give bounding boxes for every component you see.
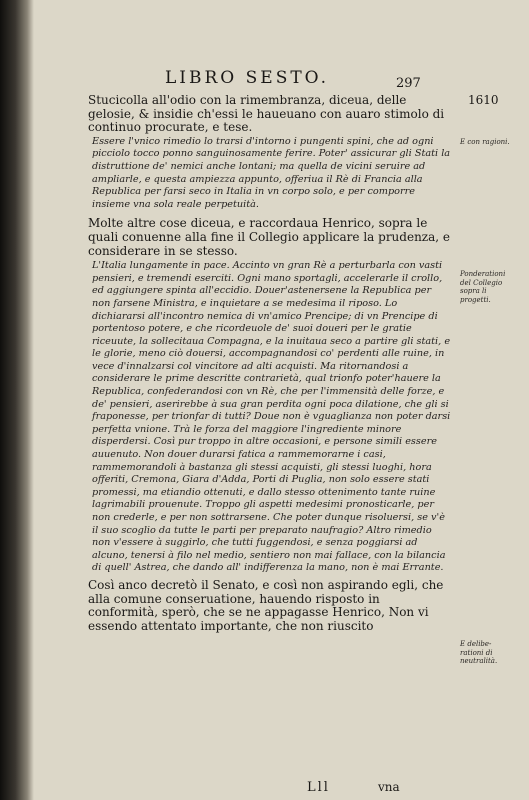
body-text: [88, 94, 452, 633]
catchword: vna: [378, 780, 400, 794]
paragraph-2: Essere l'vnico rimedio lo trarsi d'intorno i pungenti spini, che ad ogni picciolo tocco ponno sanguinosamente ferire. Poter' assicurar gli Stati la distruttione de' nemici anche lontani; ma quella de vicini seruire ad ampliarle, e questa ampiezza appunto, offeriua il Rè di Francia alla Republica per farsi seco in Italia in vn corpo solo, e per comporre insieme vna sola reale perpetuità.: [92, 135, 451, 210]
paragraph-5: Così anco decretò il Senato, e così non aspirando egli, che alla comune conseruatione, hauendo risposto in conformità, sperò, che se ne appagasse Henrico, Non vi essendo attentato importante, che non riuscito: [88, 577, 444, 633]
paragraph-3: Molte altre cose diceua, e raccordaua Henrico, sopra le quali conuenne alla fine il Collegio applicare la prudenza, e considerare in se stesso.: [88, 216, 451, 258]
page-number: 297: [396, 76, 421, 91]
paragraph-1: Stucicolla all'odio con la rimembranza, diceua, delle gelosie, & insidie ch'essi le haueuano con auaro stimolo di continuo procurate, e tese.: [88, 93, 445, 135]
margin-note-1: E con ragioni.: [460, 138, 510, 146]
margin-note-3: E delibe-rationi di neutralità.: [460, 640, 498, 666]
year-marginal: 1610: [468, 93, 499, 107]
paragraph-4: L'Italia lungamente in pace. Accinto vn gran Rè a perturbarla con vasti pensieri, e tremendi eserciti. Ogni mano sportagli, accelerarle il crollo, ed aggiungere spinta all'eccidio. Douer'astenersene la Republica per non farsene Ministra, e inquietare a se medesima il riposo. Lo dichiararsi all'incontro nemica di vn'amico Prencipe; di vn Prencipe di portentoso potere, e che ricordeuole de' suoi doueri per le gratie riceuute, la sollecitaua Compagna, e la inuitaua seco a partire gli stati, e le glorie, meno ciò douersi, accompagnandosi co' perdenti alle ruine, in vece d'innalzarsi col vincitore ad alti acquisti. Ma ritornandosi a considerare le prime descritte contrarietà, qual trionfo poter'hauere la Republica, confederandosi con vn Rè, che per l'immensità delle forze, e de' pensieri, aserirebbe à sua gran perdita ogni poca dilatione, che gli si fraponesse, per trionfar di tutti? Doue non è vguaglianza non poter darsi perfetta vnione. Trà le forza del maggiore l'ingrediente minore disperdersi. Così pur troppo in altre occasioni, e persone simili essere auuenuto. Non douer durarsi fatica a rammemorarne i casi, rammemorandoli à bastanza gli stessi acquisti, gli stessi luoghi, hora offeriti, Cremona, Giara d'Adda, Porti di Puglia, non solo essere stati promessi, ma etiandio ottenuti, e dallo stesso ottenimento tante ruine lagrimabili prouenute. Troppo gli aspetti medesimi pronosticarle, per non crederle, e per non sottrarsene. Che poter dunque risoluersi, se v'è il suo scoglio da tutte le parti per preparato naufragio? Altro rimedio non v'essere à suggirlo, che tutti fuggendosi, e senza poggiarsi ad alcuno, tenersi à filo nel medio, sentiero non mai fallace, con la bilancia di quell' Astrea, che dando all' indifferenza la mano, non è mai Errante.: [92, 260, 451, 574]
signature-mark: Lll: [307, 780, 330, 795]
running-title: LIBRO SESTO.: [165, 68, 330, 88]
margin-note-2: Ponderationi del Collegio sopra li progetti.: [460, 270, 506, 304]
page-header: [0, 66, 529, 107]
book-binding-shadow: [0, 0, 34, 800]
